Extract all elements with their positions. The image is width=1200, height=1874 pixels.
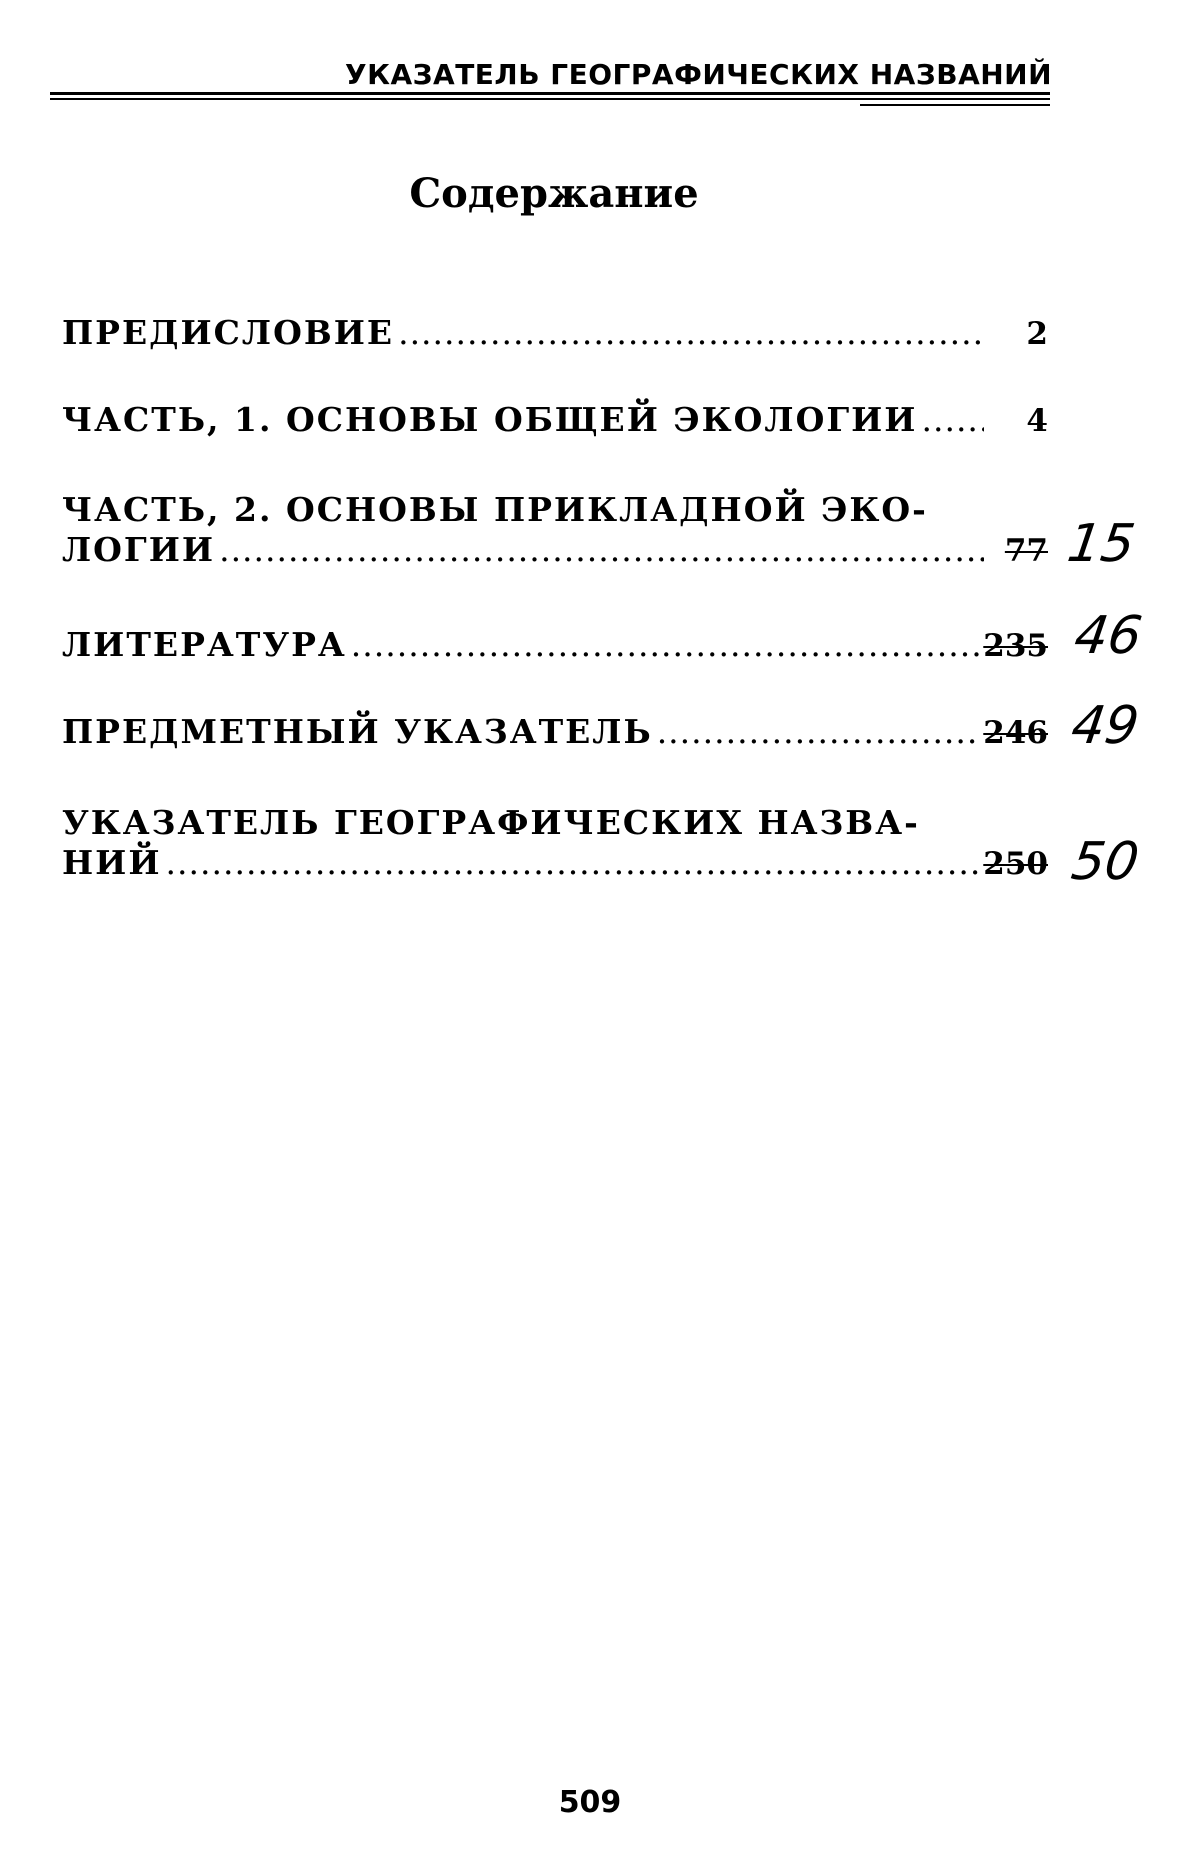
toc-entry-title: ЧАСТЬ, 2. ОСНОВЫ ПРИКЛАДНОЙ ЭКО- [62, 490, 928, 529]
toc-entry-page: 2 [1026, 316, 1048, 352]
header-rule [50, 92, 1050, 95]
toc-entry-line [62, 490, 1048, 530]
handwritten-page-number: 46 [1070, 606, 1146, 666]
header-rule [860, 104, 1050, 106]
toc-entry-part-1 [62, 400, 1048, 441]
toc-entry-line [62, 712, 1048, 753]
page-number: 509 [558, 1785, 622, 1820]
toc-entry-line [62, 625, 1048, 666]
toc-entry-page-struck: 250 [983, 846, 1048, 882]
toc-entry-line [62, 803, 1048, 843]
toc-entry-page-struck: 77 [1004, 533, 1048, 569]
dot-leader [657, 712, 980, 752]
header-rule [50, 98, 1050, 100]
running-head: УКАЗАТЕЛЬ ГЕОГРАФИЧЕСКИХ НАЗВАНИЙ [345, 58, 1053, 91]
toc-entry-line [62, 843, 1048, 884]
toc-entry-title-continued: НИЙ [62, 843, 162, 882]
toc-entry-title: ЛИТЕРАТУРА [62, 625, 347, 664]
toc-title: Содержание [409, 170, 699, 217]
dot-leader [351, 625, 979, 665]
toc-entry-title: ЧАСТЬ, 1. ОСНОВЫ ОБЩЕЙ ЭКОЛОГИИ [62, 400, 918, 439]
toc-entry-page-struck: 246 [983, 715, 1048, 751]
toc-entry-literature [62, 625, 1048, 666]
toc-entry-title: ПРЕДИСЛОВИЕ [62, 313, 395, 352]
handwritten-page-number: 49 [1067, 696, 1143, 756]
handwritten-page-number: 50 [1067, 832, 1143, 892]
toc-entry-page: 4 [1026, 403, 1048, 439]
dot-leader [166, 843, 980, 883]
toc-entry-line [62, 530, 1048, 571]
dot-leader [219, 530, 984, 570]
toc-entry-line [62, 400, 1048, 441]
toc-entry-title: ПРЕДМЕТНЫЙ УКАЗАТЕЛЬ [62, 712, 653, 751]
dot-leader [921, 400, 984, 440]
toc-entry-preface [62, 313, 1048, 354]
toc-entry-geographic-index [62, 803, 1048, 884]
toc-entry-page-struck: 235 [983, 628, 1048, 664]
handwritten-page-number: 15 [1063, 514, 1139, 574]
toc-entry-part-2 [62, 490, 1048, 571]
toc-entry-title: УКАЗАТЕЛЬ ГЕОГРАФИЧЕСКИХ НАЗВА- [62, 803, 920, 842]
toc-entry-line [62, 313, 1048, 354]
toc-entry-title-continued: ЛОГИИ [62, 530, 216, 569]
dot-leader [398, 313, 984, 353]
toc-entry-subject-index [62, 712, 1048, 753]
